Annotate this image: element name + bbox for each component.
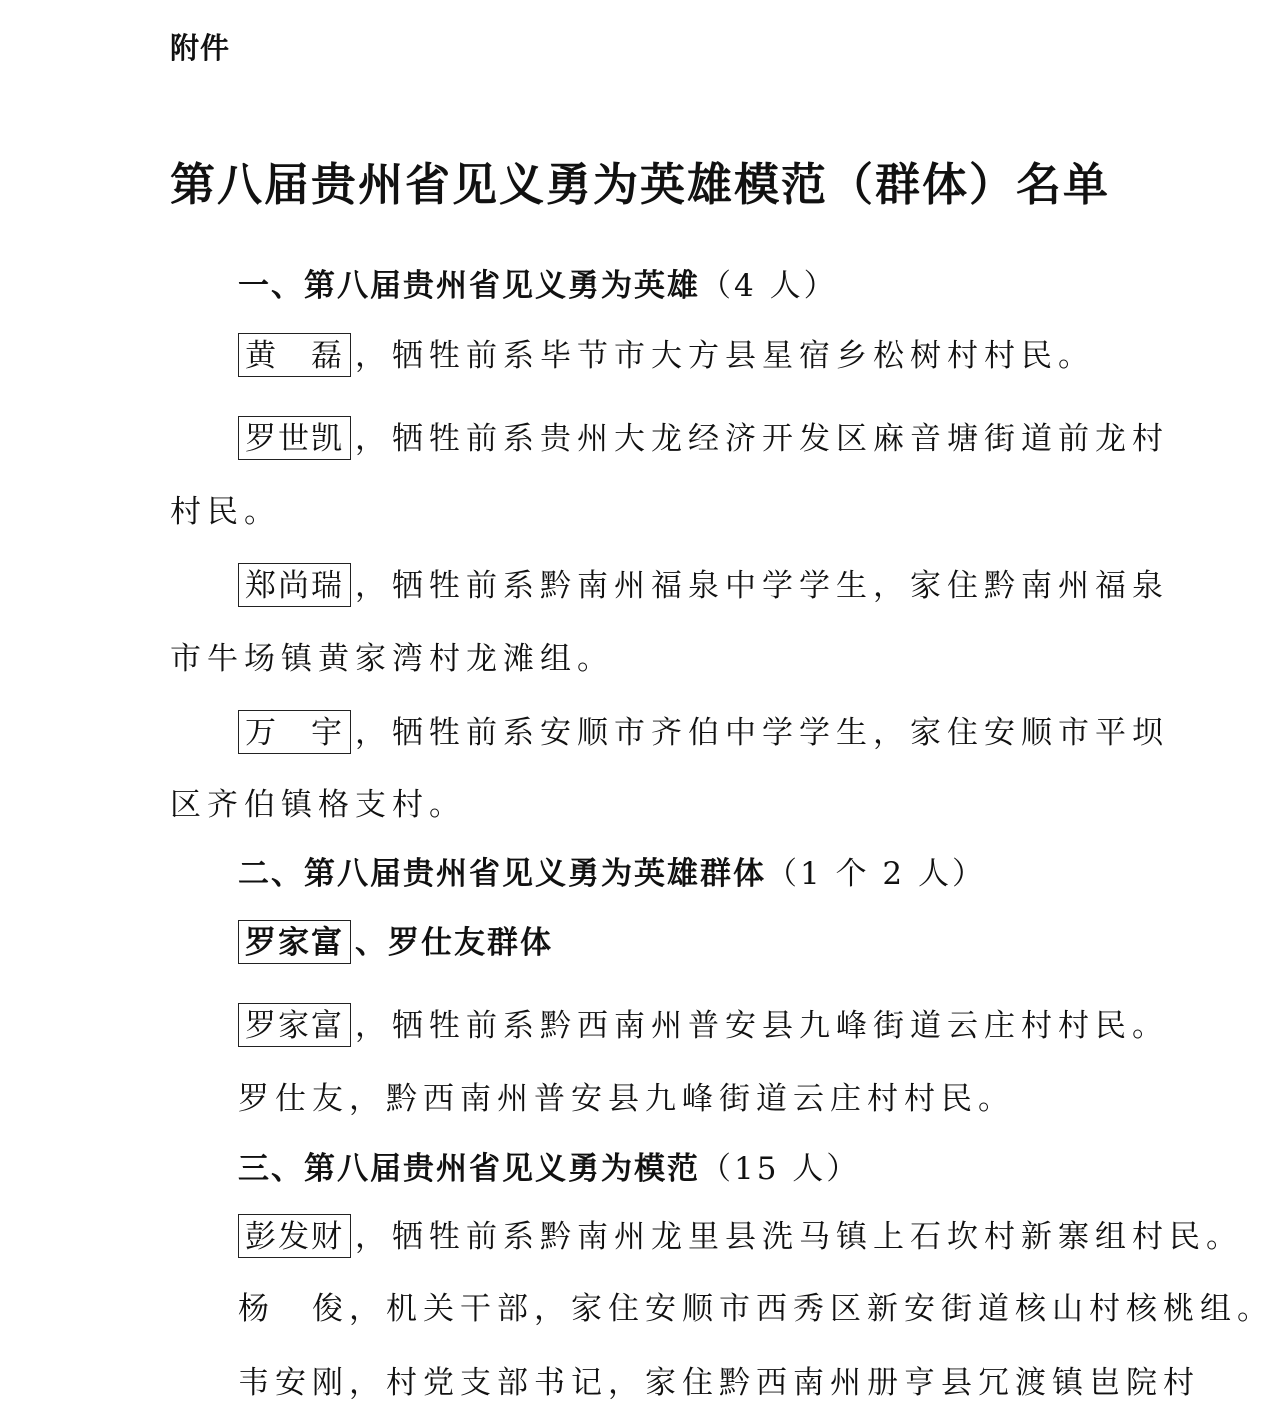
hero-name-box: 郑尚瑞 <box>238 563 351 607</box>
hero-desc: ，牺牲前系黔南州福泉中学学生，家住黔南州福泉 <box>355 568 1169 604</box>
section-heading-heroes <box>238 260 838 305</box>
group-member-entry: 罗仕友，黔西南州普安县九峰街道云庄村村民。 <box>238 1081 1015 1117</box>
model-desc: ，牺牲前系黔南州龙里县洗马镇上石坎村新寨组村民。 <box>355 1219 1243 1255</box>
hero-name-box: 黄 磊 <box>238 333 351 377</box>
hero-desc-continued: 区齐伯镇格支村。 <box>170 787 466 823</box>
section-count: （4 人） <box>700 268 838 304</box>
group-member-entry <box>238 1003 1169 1048</box>
model-name-box: 彭发财 <box>238 1214 351 1258</box>
member-desc: ，牺牲前系黔西南州普安县九峰街道云庄村村民。 <box>355 1008 1169 1044</box>
hero-desc: ，牺牲前系贵州大龙经济开发区麻音塘街道前龙村 <box>355 421 1169 457</box>
hero-entry <box>238 333 1095 378</box>
hero-desc-continued: 村民。 <box>170 494 281 530</box>
section-count: （15 人） <box>700 1151 861 1187</box>
hero-name-box: 万 宇 <box>238 710 351 754</box>
hero-name-box: 罗世凯 <box>238 416 351 460</box>
section-heading-text: 二、第八届贵州省见义勇为英雄群体 <box>238 856 766 892</box>
group-name-rest: 、罗仕友群体 <box>355 925 553 961</box>
model-entry <box>238 1214 1243 1259</box>
attachment-label: 附件 <box>170 31 231 65</box>
model-entry: 杨 俊，机关干部，家住安顺市西秀区新安街道核山村核桃组。 <box>238 1291 1274 1327</box>
hero-entry <box>238 563 1169 608</box>
model-entry: 韦安刚，村党支部书记，家住黔西南州册亨县冗渡镇岜院村 <box>238 1365 1200 1401</box>
group-title <box>238 920 553 965</box>
hero-desc-continued: 市牛场镇黄家湾村龙滩组。 <box>170 641 614 677</box>
document-title: 第八届贵州省见义勇为英雄模范（群体）名单 <box>169 158 1110 211</box>
hero-desc: ，牺牲前系毕节市大方县星宿乡松树村村民。 <box>355 338 1095 374</box>
section-heading-group <box>238 848 986 893</box>
section-heading-text: 三、第八届贵州省见义勇为模范 <box>238 1151 700 1187</box>
member-name-box: 罗家富 <box>238 1003 351 1047</box>
section-heading-text: 一、第八届贵州省见义勇为英雄 <box>238 268 700 304</box>
hero-entry <box>238 416 1169 461</box>
hero-desc: ，牺牲前系安顺市齐伯中学学生，家住安顺市平坝 <box>355 715 1169 751</box>
section-heading-models <box>238 1143 860 1188</box>
hero-entry <box>238 710 1169 755</box>
group-name-box: 罗家富 <box>238 920 351 964</box>
section-count: （1 个 2 人） <box>766 856 987 892</box>
